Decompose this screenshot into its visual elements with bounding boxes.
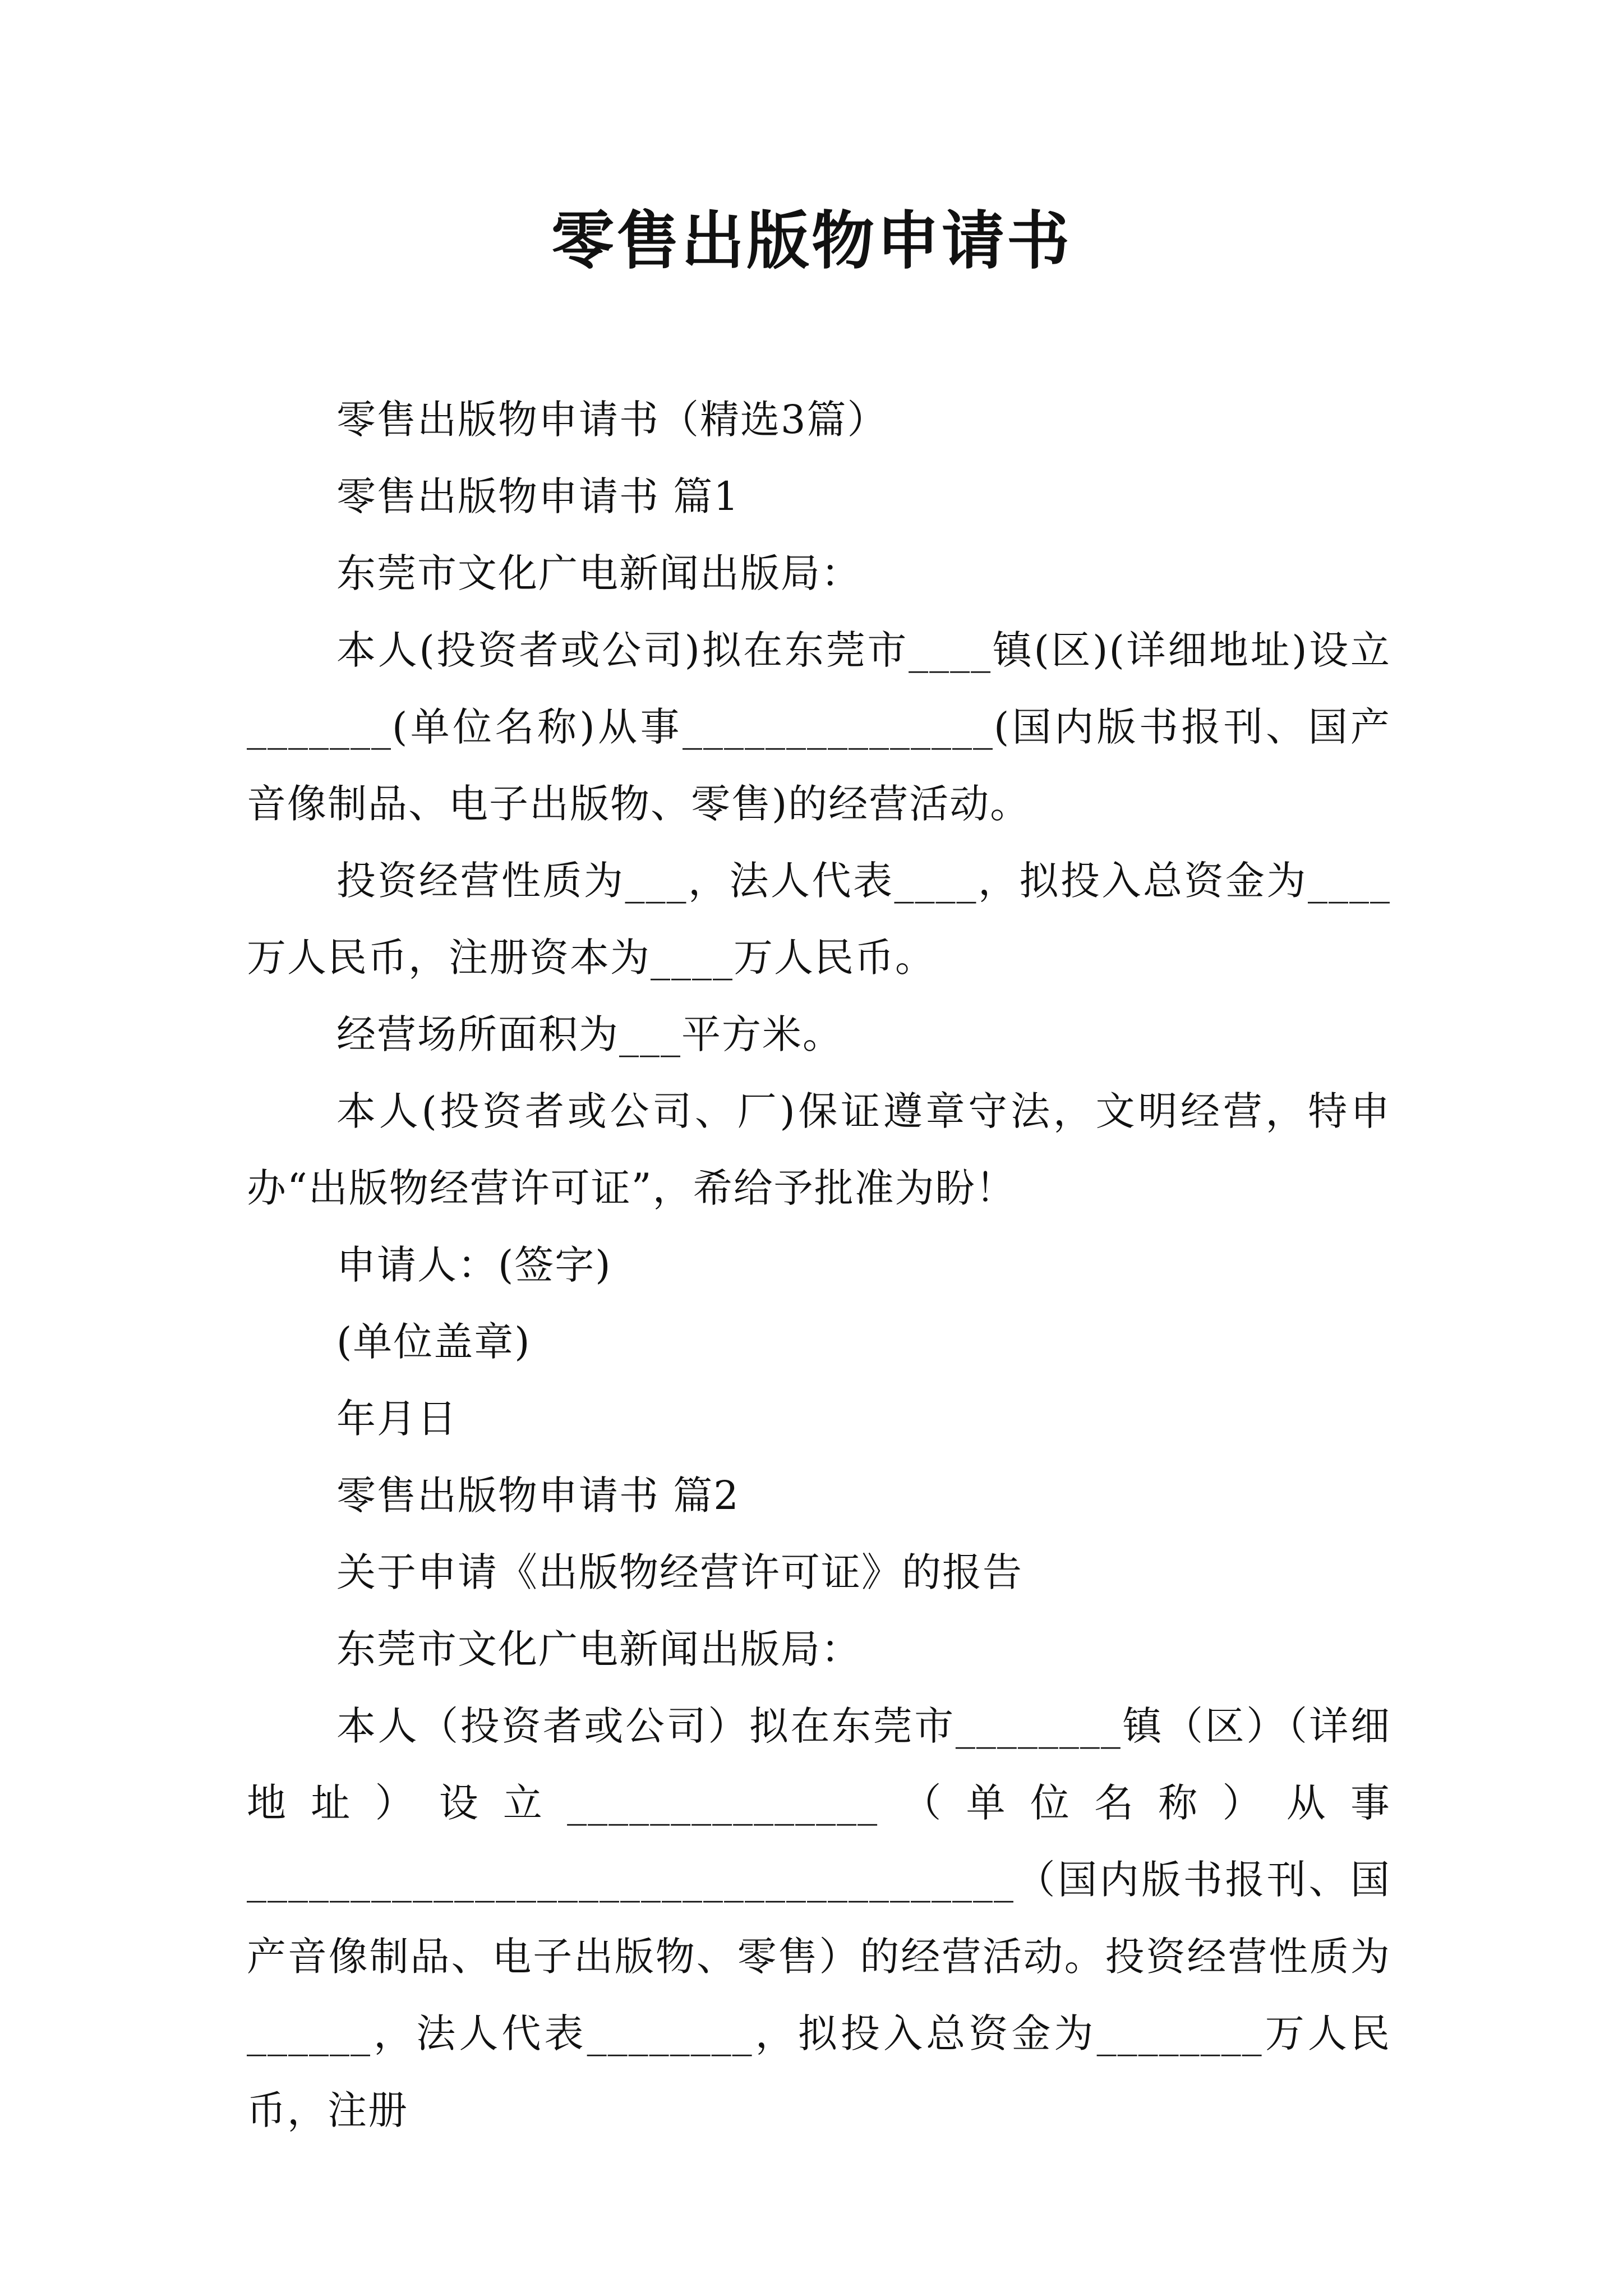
date-line: 年月日 bbox=[336, 1396, 458, 1442]
section-heading-1: 零售出版物申请书 篇1 bbox=[336, 473, 740, 519]
addressee-line: 东莞市文化广电新闻出版局： bbox=[336, 1626, 861, 1672]
section-heading-2: 零售出版物申请书 篇2 bbox=[336, 1473, 740, 1519]
seal-line: (单位盖章) bbox=[336, 1319, 531, 1365]
addressee-line: 东莞市文化广电新闻出版局： bbox=[336, 550, 861, 596]
subtitle-line: 零售出版物申请书（精选3篇） bbox=[336, 397, 888, 443]
body-paragraph: 经营场所面积为___平方米。 bbox=[336, 1011, 843, 1057]
body-paragraph: 本人(投资者或公司)拟在东莞市____镇(区)(详细地址)设立_______(单位名称)从事_______________(国内版书报刊、国产音像制品、电子出版物、零售)的经营活动。 bbox=[247, 627, 1391, 827]
signature-line: 申请人：(签字) bbox=[336, 1242, 612, 1288]
document-body bbox=[247, 381, 1391, 2149]
body-paragraph: 本人（投资者或公司）拟在东莞市________镇（区）（详细地址）设立_______________（单位名称）从事_____________________________________（国内版书报刊、国产音像制品、电子出版物、零售）的经营活动。投资经营性质为______，法人代表________，拟投入总资金为________万人民币，注册 bbox=[247, 1703, 1391, 2133]
body-paragraph: 投资经营性质为___，法人代表____，拟投入总资金为____万人民币，注册资本为____万人民币。 bbox=[247, 858, 1391, 981]
document-title: 零售出版物申请书 bbox=[551, 204, 1072, 278]
body-paragraph: 本人(投资者或公司、厂)保证遵章守法，文明经营，特申办“出版物经营许可证”，希给予批准为盼！ bbox=[247, 1088, 1391, 1211]
report-title: 关于申请《出版物经营许可证》的报告 bbox=[336, 1549, 1023, 1595]
